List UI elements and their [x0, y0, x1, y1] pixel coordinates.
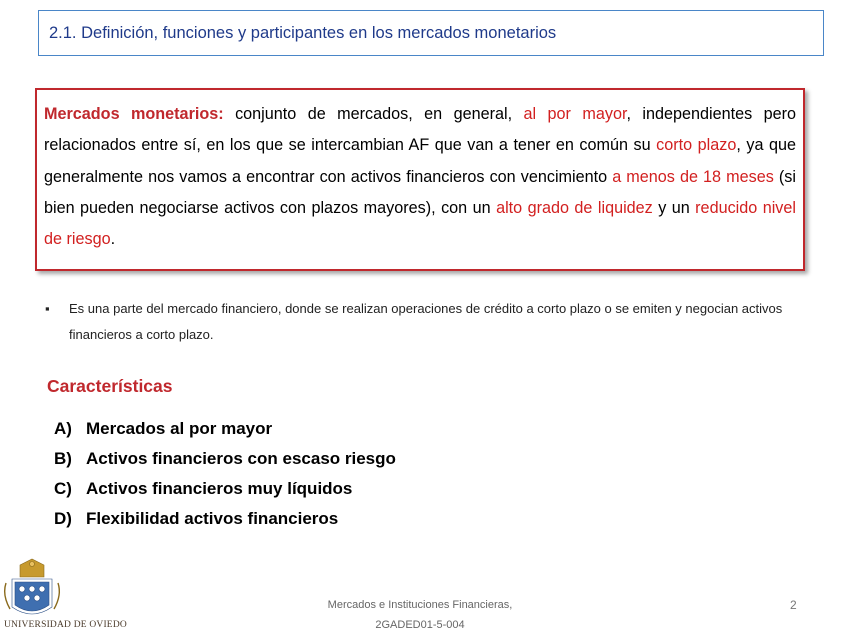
university-logo-text: UNIVERSIDAD DE OVIEDO: [4, 620, 127, 630]
list-item-text: Mercados al por mayor: [86, 419, 273, 438]
list-item-text: Flexibilidad activos financieros: [86, 509, 339, 528]
bullet-text: Es una parte del mercado financiero, donde se realizan operaciones de crédito a corto plazo o se emiten y negocian activos financieros a corto plazo.: [69, 301, 783, 342]
list-item-text: Activos financieros con escaso riesgo: [86, 449, 396, 468]
slide-title: 2.1. Definición, funciones y participantes en los mercados monetarios: [49, 23, 557, 42]
list-item: [54, 505, 396, 535]
highlight-liquidez: alto grado de liquidez: [496, 198, 653, 217]
highlight-corto-plazo: corto plazo: [656, 136, 737, 155]
bullet-item: [45, 296, 805, 348]
list-item: [54, 445, 396, 475]
highlight-riesgo: reducido nivel de riesgo: [44, 198, 796, 249]
definition-text-3: , ya que generalmente nos vamos a encontrar con activos financieros con vencimiento: [44, 136, 796, 186]
list-item-letter: C): [54, 479, 72, 498]
list-item-text: Activos financieros muy líquidos: [86, 479, 353, 498]
definition-text-5: y un: [652, 198, 696, 217]
definition-text-4: (si bien pueden negociarse activos con plazos mayores), con un: [44, 167, 796, 217]
list-item-letter: B): [54, 449, 72, 468]
page-number: 2: [790, 598, 797, 612]
definition-text-1: conjunto de mercados, en general,: [223, 105, 524, 123]
footer-line-2: 2GADED01-5-004: [375, 619, 465, 631]
characteristics-list: [54, 415, 396, 535]
definition-term: Mercados monetarios:: [44, 105, 224, 123]
footer-line-1: Mercados e Instituciones Financieras,: [327, 599, 513, 611]
definition-box: [35, 88, 805, 271]
list-item: [54, 415, 396, 445]
highlight-18-meses: a menos de 18 meses: [612, 167, 774, 186]
highlight-al-por-mayor: al por mayor: [523, 105, 627, 123]
list-item: [54, 475, 396, 505]
bullet-square-icon: ▪: [45, 301, 50, 316]
slide-title-box: [38, 10, 824, 56]
footer-course: [250, 595, 590, 635]
definition-text-6: .: [110, 230, 116, 249]
characteristics-heading: Características: [47, 376, 173, 396]
definition-text-2: , independientes pero relacionados entre sí, en los que se intercambian AF que van a tener en común su: [44, 105, 797, 155]
list-item-letter: D): [54, 509, 72, 528]
list-item-letter: A): [54, 419, 72, 438]
